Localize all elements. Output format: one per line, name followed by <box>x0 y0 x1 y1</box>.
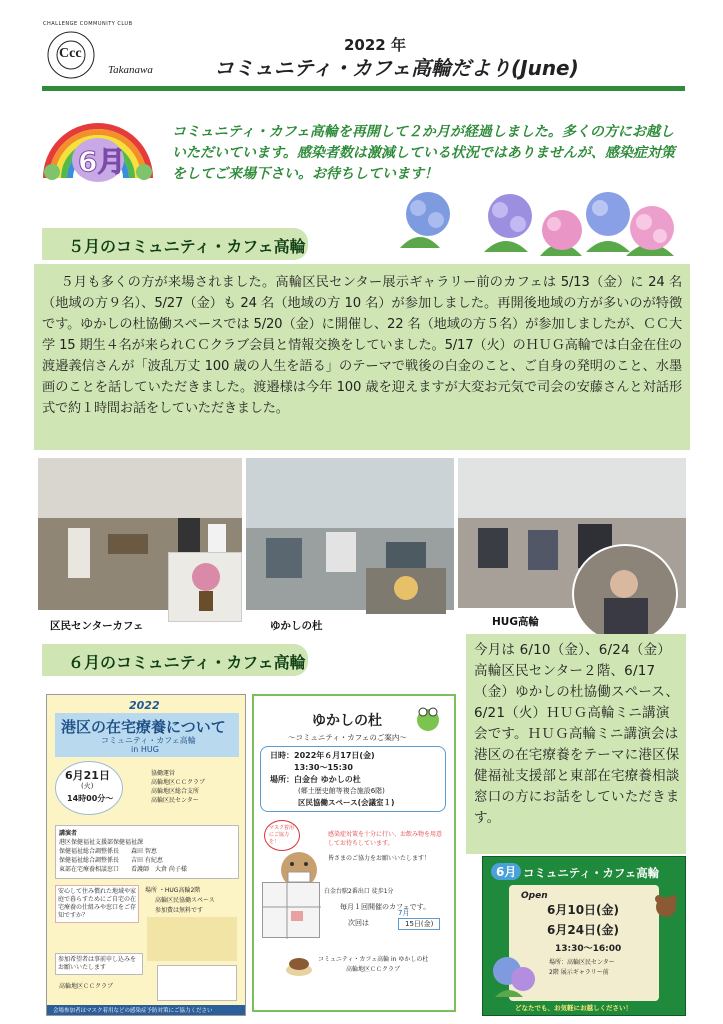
flyer-yukashi-place2: (郷土歴史館等複合施設6階) <box>298 787 385 795</box>
flyer-yukashi-time: 13:30～15:30 <box>294 763 353 772</box>
intro-message: コミュニティ・カフェ高輪を再開して２か月が経過しました。多くの方にお越しいただいています。感染者数は激減している状況ではありませんが、感染症対策をしてご来場下さい。お待ちしています！ <box>172 124 675 182</box>
flyer-yukashi-next-month: 7月 <box>398 909 410 917</box>
logo-initials: Ccc <box>59 46 82 61</box>
flyer-yukashi-mask: マスク着用にご協力を！ <box>264 820 300 851</box>
flyer-green-time: 13:30～16:00 <box>555 944 622 954</box>
flyer-hug-time: 14時00分～ <box>67 794 114 803</box>
flyer-hug-subtitle: コミュニティ・カフェ高輪 <box>101 736 196 745</box>
flyer-yukashi-place3: 区民協働スペース(会議室１) <box>298 798 395 807</box>
flyer-yukashi-org2: 高輪地区ＣＣクラブ <box>346 966 401 973</box>
flyer-hug-date: 6月21日 <box>65 769 110 782</box>
flyer-hug-fee: 参加費は無料です <box>155 907 204 914</box>
flyer-hug-host-1: 高輪地区ＣＣクラブ <box>151 779 206 786</box>
flyer-yukashi <box>252 694 456 1012</box>
flyer-hug-year: 2022 <box>129 699 160 712</box>
photo-speaker-circle <box>572 544 678 644</box>
flyer-green-place: 場所：高輪区民センター <box>549 959 615 966</box>
photo-flower-arrangement <box>168 552 242 622</box>
flyer-yukashi-next-date: 15日(金) <box>398 918 440 930</box>
page-title: コミュニティ・カフェ高輪だより(June) <box>214 56 579 80</box>
flyer-yukashi-date: 日時：2022年６月17日(金) <box>270 751 375 760</box>
flyer-hug-contact: 高輪地区ＣＣクラブ <box>59 983 114 990</box>
flyer-hug-note: 安心して住み慣れた地域や家庭で暮らすためにご自宅の在宅療養の仕組みや窓口をご存知ですか？ <box>55 885 139 923</box>
flyer-hug-illustration <box>147 917 237 961</box>
may-body-text: ５月も多くの方が来場されました。高輪区民センター展示ギャラリー前のカフェは 5/13（金）に 24 名（地域の方９名）、5/27（金）も 24 名（地域の方 10 名）が参加しました。再開後地域の方が多いのが特徴です。ゆかしの杜協働スペースでは 5/20（金）に開催し、22 名（地域の方５名）が参加しましたが、ＣＣ大学 15 期生４名が来られＣＣクラブ会員と情報交換をしていました。5/17（火）のＨＵＧ高輪では白金在住の渡邉義信さんが「波乱万丈 100 歳の人生を語る」のテーマで戦後の白金のこと、ご自身の発明のこと、水墨画のことを話していただきました。渡邉様は今年 100 歳を迎えますが大変お元気で司会の安藤さんと対話形式で約１時間お話をしていただきました。 <box>42 275 682 416</box>
rainbow-badge <box>38 108 158 192</box>
flyer-yukashi-title: ゆかしの杜 <box>312 713 382 729</box>
flyer-hug-speakers-label: 講演者 <box>59 830 78 837</box>
june-heading: ６月のコミュニティ・カフェ高輪 <box>42 644 308 676</box>
caption-kumin-center: 区民センターカフェ <box>50 620 144 632</box>
flyer-hug-speaker-0: 港区保健福祉支援部保健福祉課 <box>59 839 144 846</box>
photo-table-flowers <box>366 568 446 614</box>
caption-hug: HUG高輪 <box>492 616 539 628</box>
flyer-hug-apply: 参加希望者は事前申し込みをお願いいたします <box>55 953 143 975</box>
flyer-hug-title: 港区の在宅療養について <box>61 718 226 736</box>
flyer-hug-place: 高輪区民協働スペース <box>155 897 215 904</box>
flyer-green-cafe <box>482 856 686 1016</box>
flyer-hug-lecture <box>46 694 246 1016</box>
flyer-green-open: Open <box>521 891 548 901</box>
flyer-hug-speakers-box <box>55 825 239 879</box>
flyer-hug-speaker-2: 保健福祉総合調整係長 吉田 有紀恵 <box>59 857 163 864</box>
flyer-green-place2: 2階 展示ギャラリー前 <box>549 969 609 976</box>
flyer-green-date2: 6月24日(金) <box>547 923 620 937</box>
flyer-green-hydrangea-icon <box>489 953 539 999</box>
header-rule <box>42 86 685 91</box>
flyer-hug-place-label: 場所 ・HUG高輪2階 <box>145 887 201 894</box>
flyer-green-footer: どなたでも、お気軽にお越しください！ <box>515 1004 632 1012</box>
flyer-hug-map <box>157 965 237 1001</box>
flyer-yukashi-org: コミュニティ・カフェ高輪 in ゆかしの杜 <box>318 956 429 963</box>
flyer-hug-subtitle2: in HUG <box>131 745 159 754</box>
flyer-hug-weekday: (火) <box>81 782 94 790</box>
flyer-yukashi-map <box>262 882 320 938</box>
flyer-green-month: 6月 <box>491 863 521 880</box>
flyer-green-title: コミュニティ・カフェ高輪 <box>523 866 660 880</box>
month-badge: 6月 <box>78 145 126 178</box>
flyer-green-date1: 6月10日(金) <box>547 903 620 917</box>
flyer-yukashi-note2: 皆さまのご協力をお願いいたします！ <box>328 855 431 862</box>
caption-yukashi: ゆかしの杜 <box>270 620 323 632</box>
flyer-hug-footer: 会場参加者はマスク着用などの感染症予防対策にご協力ください <box>53 1008 213 1014</box>
flyer-yukashi-next-label: 次回は <box>348 919 369 927</box>
hydrangea-illustration <box>390 186 686 266</box>
flyer-hug-speaker-1: 保健福祉総合調整係長 森田 智恵 <box>59 848 157 855</box>
logo-ring-text: CHALLENGE COMMUNITY CLUB <box>43 21 133 27</box>
flyer-hug-hosts <box>151 769 205 805</box>
flyer-yukashi-access: 白金台駅2番出口 徒歩1分 <box>324 888 394 895</box>
cake-icon <box>284 952 314 978</box>
flyer-hug-host-2: 高輪地区総合支所 <box>151 788 200 795</box>
logo-location: Takanawa <box>108 64 153 76</box>
header-year: 2022 年 <box>344 36 406 54</box>
bear-icon <box>653 893 679 919</box>
frog-icon <box>414 704 442 732</box>
flyer-hug-host-0: 協働運営 <box>151 770 176 777</box>
june-body-text: 今月は 6/10（金）、6/24（金）高輪区民センター２階、6/17（金）ゆかしの杜協働スペース、6/21（火）ＨＵＧ高輪ミニ講演会です。ＨＵＧ高輪ミニ講演会は港区の在宅療養をテーマに港区保健福祉支援部と東部在宅療養相談窓口の方にお話をしていただきます。 <box>474 642 680 826</box>
flyer-hug-host-3: 高輪区民センター <box>151 797 199 804</box>
flyer-yukashi-note: 感染症対策を十分に行い、お飲み物を用意してお待ちしています。 <box>328 831 443 847</box>
flyer-yukashi-monthly: 毎月１回開催のカフェです。 <box>340 903 431 911</box>
may-heading: ５月のコミュニティ・カフェ高輪 <box>42 228 308 260</box>
flyer-yukashi-place: 場所：白金台 ゆかしの杜 <box>270 775 361 784</box>
flyer-yukashi-subtitle: ～コミュニティ・カフェのご案内～ <box>288 733 407 742</box>
flyer-hug-speaker-3: 東部在宅療養相談窓口 看護師 大倉 尚子様 <box>59 866 187 873</box>
